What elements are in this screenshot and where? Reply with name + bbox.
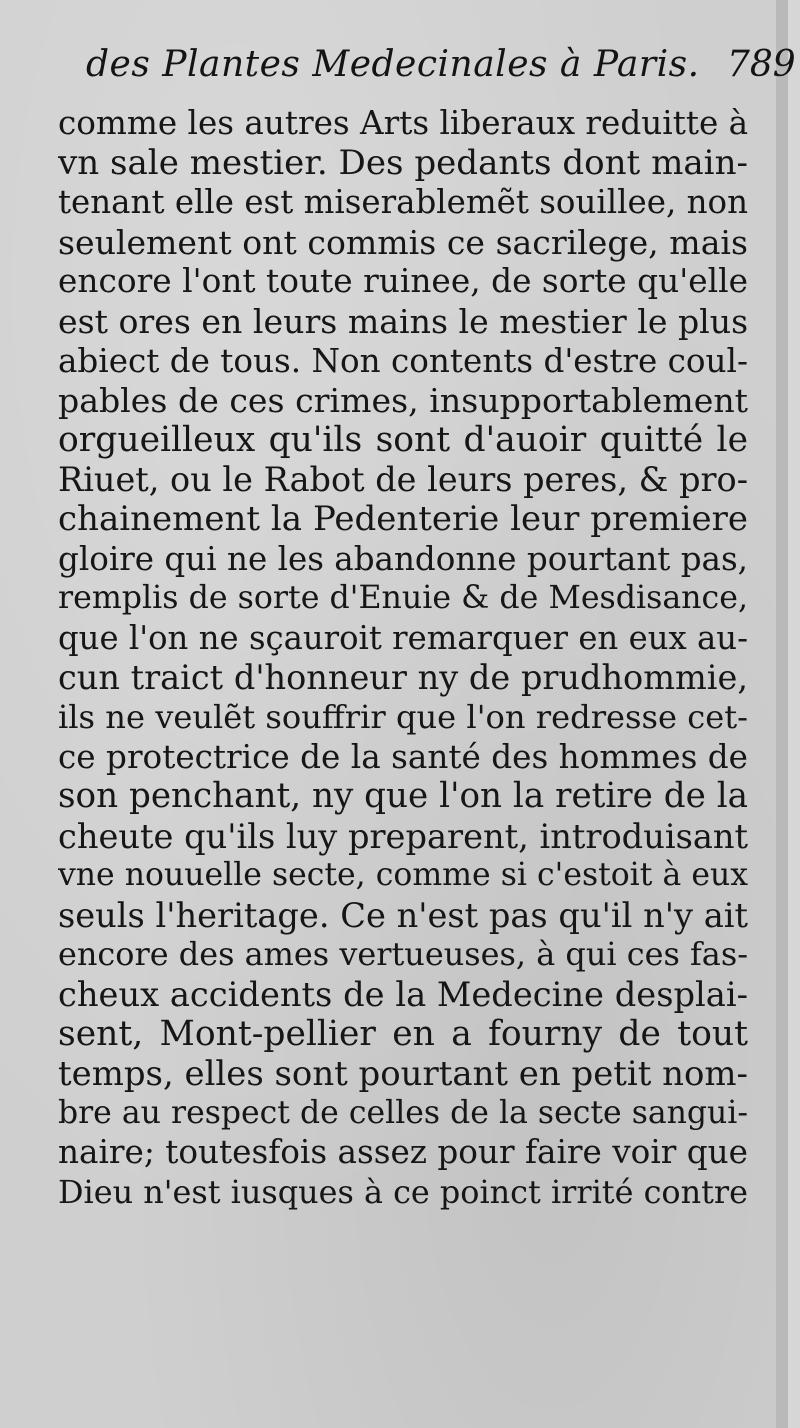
page-header — [86, 44, 796, 104]
text-line: remplis de sorte d'Enuie & de Mesdisance, — [58, 580, 748, 617]
text-line: seuls l'heritage. Ce n'est pas qu'il n'y ait — [58, 895, 748, 935]
text-line: son penchant, ny que l'on la retire de la — [58, 777, 748, 817]
text-line: tenant elle est miserablemẽt souillee, non — [58, 183, 748, 222]
text-line: Dieu n'est iusques à ce poinct irrité contre — [58, 1173, 748, 1212]
page-edge — [776, 0, 788, 1428]
text-line: sent, Mont-pellier en a fourny de tout — [58, 1014, 748, 1054]
text-line: ce protectrice de la santé des hommes de — [58, 737, 748, 776]
text-line: comme les autres Arts liberaux reduitte à — [58, 104, 748, 142]
text-line: Riuet, ou le Rabot de leurs peres, & pro- — [58, 460, 748, 500]
text-line: encore l'ont toute ruinee, de sorte qu'elle — [58, 262, 748, 301]
text-line: bre au respect de celles de la secte sangui- — [58, 1094, 748, 1131]
text-line: ils ne veulẽt souffrir que l'on redresse cet- — [58, 697, 748, 736]
text-line: vne nouuelle secte, comme si c'estoit à eux — [58, 857, 748, 894]
text-line: gloire qui ne les abandonne pourtant pas, — [58, 539, 748, 578]
text-line: cheux accidents de la Medecine desplai- — [58, 975, 748, 1015]
running-title: des Plantes Medecinales à Paris. — [86, 44, 700, 85]
text-line: cheute qu'ils luy preparent, introduisant — [58, 816, 748, 856]
text-line: vn sale mestier. Des pedants dont main- — [58, 143, 748, 183]
text-line: temps, elles sont pourtant en petit nom- — [58, 1054, 748, 1094]
text-line: chainement la Pedenterie leur premiere — [58, 499, 748, 539]
body-text — [58, 104, 748, 1213]
text-line: cun traict d'honneur ny de prudhommie, — [58, 658, 748, 698]
text-line: orgueilleux qu'ils sont d'auoir quitté le — [58, 420, 748, 460]
text-line: encore des ames vertueuses, à qui ces fas- — [58, 935, 748, 974]
page-number: 789 — [727, 44, 796, 85]
text-line: naire; toutesfois assez pour faire voir que — [58, 1133, 748, 1172]
text-line: est ores en leurs mains le mestier le plus — [58, 301, 748, 341]
text-line: abiect de tous. Non contents d'estre coul- — [58, 341, 748, 380]
text-line: pables de ces crimes, insupportablement — [58, 381, 748, 421]
text-line: seulement ont commis ce sacrilege, mais — [58, 222, 748, 262]
text-line: que l'on ne sçauroit remarquer en eux au- — [58, 618, 748, 657]
